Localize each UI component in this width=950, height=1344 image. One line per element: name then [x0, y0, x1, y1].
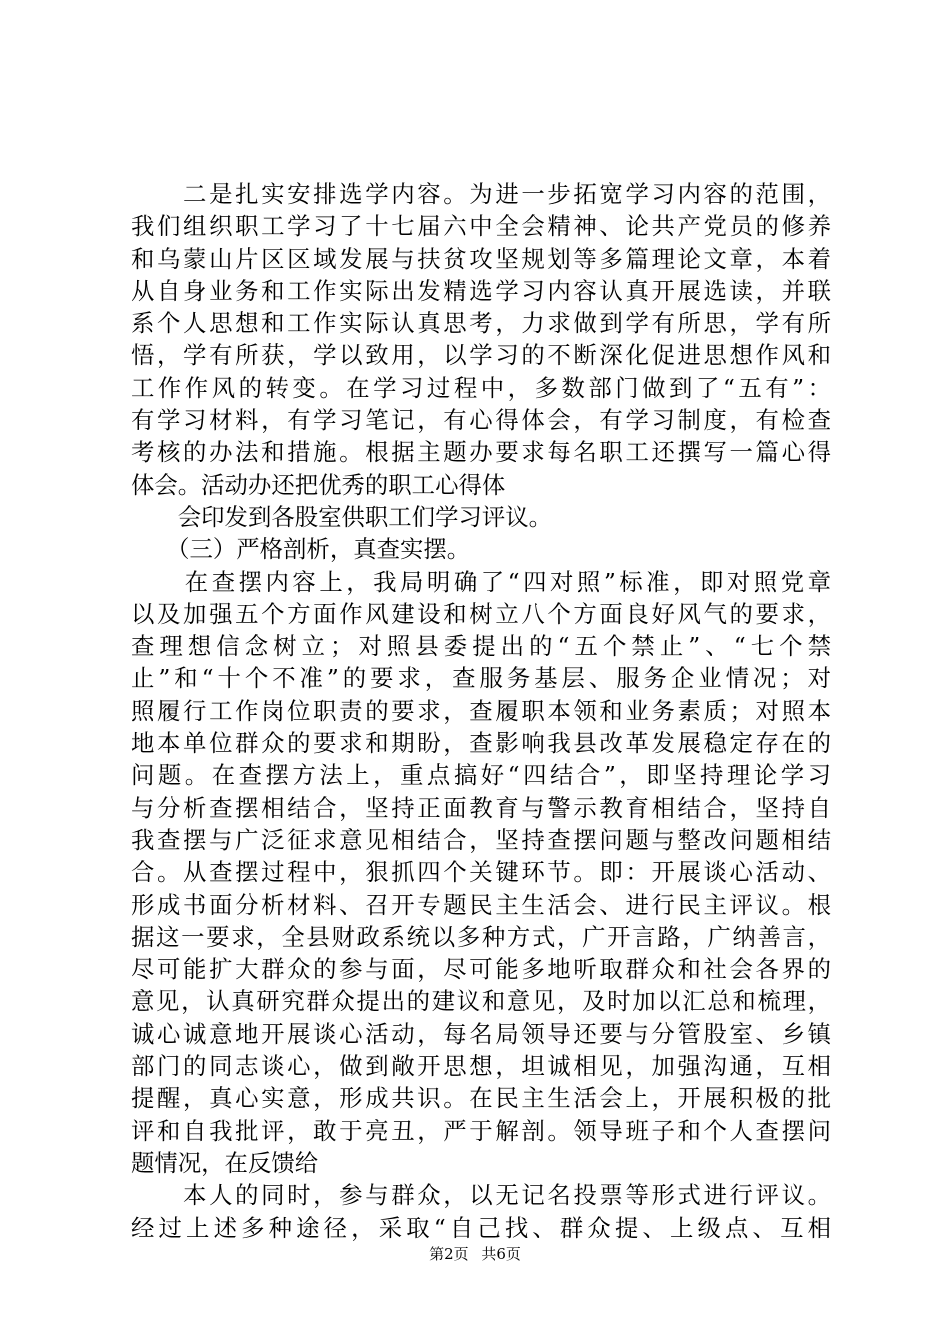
text-line: 与分析查摆相结合，坚持正面教育与警示教育相结合，坚持自 [131, 793, 831, 822]
text-line: 本人的同时，参与群众，以无记名投票等形式进行评议。 [131, 1181, 831, 1210]
body-text [131, 178, 831, 1244]
text-line: 二是扎实安排选学内容。为进一步拓宽学习内容的范围， [131, 180, 831, 208]
text-line: 问题。在查摆方法上，重点搞好“四结合”，即坚持理论学习 [131, 761, 831, 790]
text-line: 系个人思想和工作实际认真思考，力求做到学有所思，学有所 [131, 309, 831, 338]
text-line: 会印发到各股室供职工们学习评议。 [131, 502, 553, 531]
text-line: 我查摆与广泛征求意见相结合，坚持查摆问题与整改问题相结 [131, 825, 831, 854]
text-line: 考核的办法和措施。根据主题办要求每名职工还撰写一篇心得 [131, 438, 831, 467]
text-line: 以及加强五个方面作风建设和树立八个方面良好风气的要求， [131, 599, 831, 628]
text-line: 据这一要求，全县财政系统以多种方式，广开言路，广纳善言， [131, 922, 831, 951]
text-line: 地本单位群众的要求和期盼，查影响我县改革发展稳定存在的 [131, 729, 831, 758]
text-line: 工作作风的转变。在学习过程中，多数部门做到了“五有”： [131, 373, 831, 402]
text-line: 部门的同志谈心，做到敞开思想，坦诚相见，加强沟通，互相 [131, 1052, 831, 1081]
text-line: 悟，学有所获，学以致用，以学习的不断深化促进思想作风和 [131, 341, 831, 370]
text-line: 形成书面分析材料、召开专题民主生活会、进行民主评议。根 [131, 890, 831, 919]
text-line: 照履行工作岗位职责的要求，查履职本领和业务素质；对照本 [131, 696, 831, 725]
text-line: 查理想信念树立；对照县委提出的“五个禁止”、“七个禁 [131, 632, 831, 661]
text-line: 止”和“十个不准”的要求，查服务基层、服务企业情况；对 [131, 664, 831, 693]
text-line: （三）严格剖析，真查实摆。 [131, 535, 471, 564]
text-line: 体会。活动办还把优秀的职工心得体 [131, 470, 506, 499]
page-footer [0, 1244, 950, 1264]
text-line: 我们组织职工学习了十七届六中全会精神、论共产党员的修养 [131, 212, 831, 241]
text-line: 题情况，在反馈给 [131, 1148, 319, 1177]
text-line: 尽可能扩大群众的参与面，尽可能多地听取群众和社会各界的 [131, 955, 831, 984]
text-line: 在查摆内容上，我局明确了“四对照”标准，即对照党章 [131, 567, 831, 596]
text-line: 诚心诚意地开展谈心活动，每名局领导还要与分管股室、乡镇 [131, 1019, 831, 1048]
text-line: 评和自我批评，敢于亮丑，严于解剖。领导班子和个人查摆问 [131, 1116, 831, 1145]
text-line: 经过上述多种途径，采取“自己找、群众提、上级点、互相 [131, 1213, 831, 1242]
page-number: 第2页 [429, 1245, 469, 1263]
total-pages: 共6页 [481, 1245, 521, 1263]
text-line: 有学习材料，有学习笔记，有心得体会，有学习制度，有检查 [131, 406, 831, 435]
text-line: 合。从查摆过程中，狠抓四个关键环节。即：开展谈心活动、 [131, 858, 831, 887]
text-line: 意见，认真研究群众提出的建议和意见，及时加以汇总和梳理， [131, 987, 831, 1016]
text-line: 提醒，真心实意，形成共识。在民主生活会上，开展积极的批 [131, 1084, 831, 1113]
text-line: 和乌蒙山片区区域发展与扶贫攻坚规划等多篇理论文章，本着 [131, 244, 831, 273]
text-line: 从自身业务和工作实际出发精选学习内容认真开展选读，并联 [131, 276, 831, 305]
